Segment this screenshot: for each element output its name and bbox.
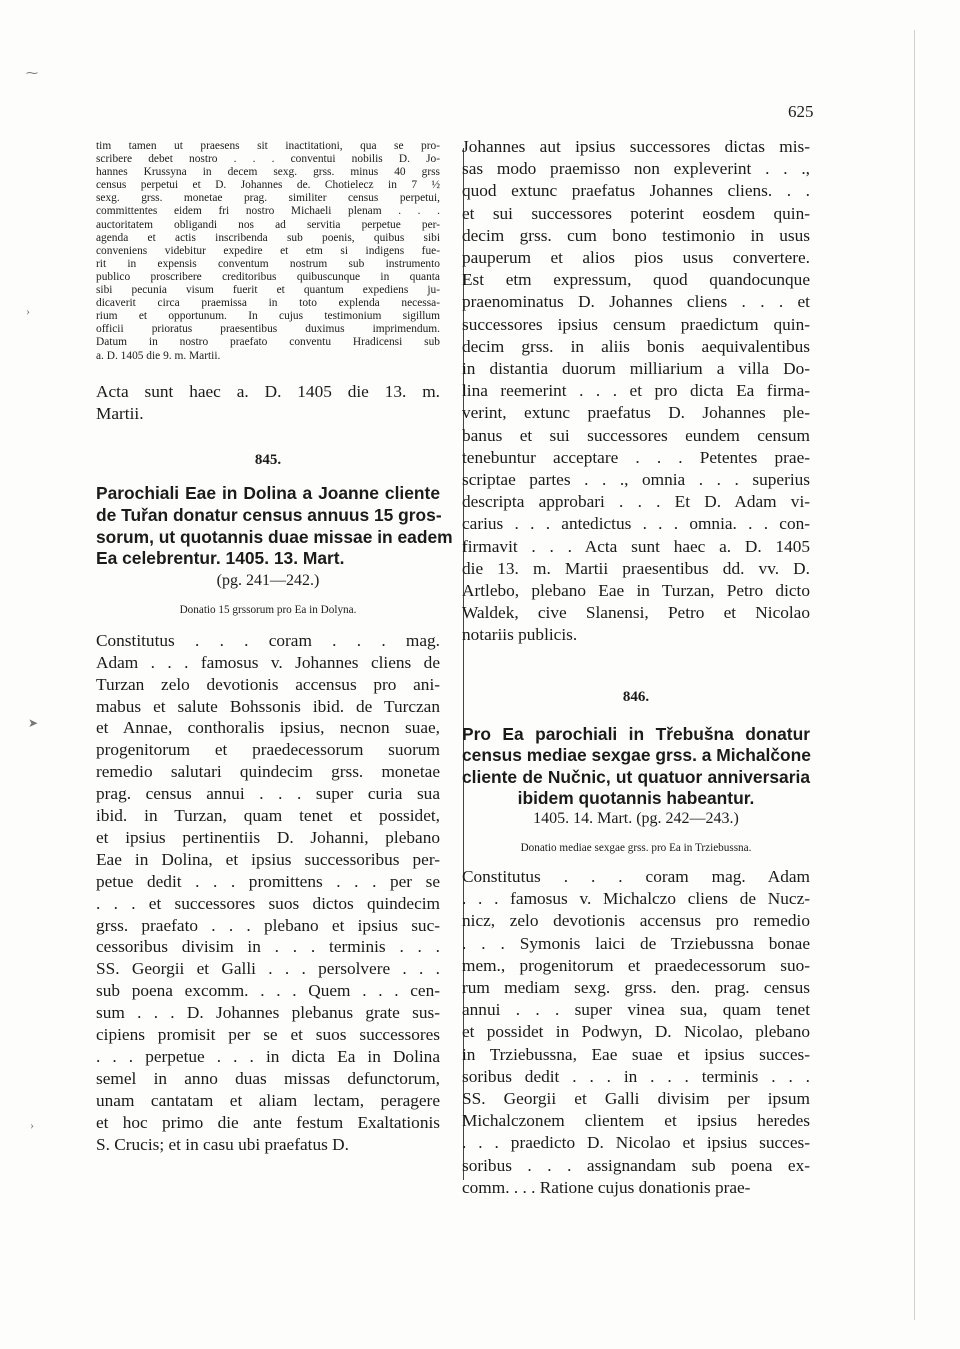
text-line: quod extunc praefatus Johannes cliens. . . — [462, 181, 810, 201]
text-line: conveniens videbitur expedire et etm si indigens fue- — [96, 244, 440, 257]
text-line: . . . praedicto D. Nicolao et ipsius succes- — [462, 1133, 810, 1153]
text-line: sexg. grss. monetae prag. similiter census perpetui, — [96, 192, 440, 205]
text-line: Martii. — [96, 403, 144, 423]
text-line: carius . . . antedictus . . . omnia. . . con- — [462, 514, 810, 534]
text-line: hannes Krussyna in decem sexg. grss. minus 40 grss — [96, 166, 440, 179]
text-line: dicaverit circa praemissa in toto explenda necessa- — [96, 297, 440, 310]
text-line: scribere debet nostro . . . conventui nobilis D. Jo- — [96, 153, 440, 166]
text-line: Constitutus . . . coram mag. Adam — [462, 867, 810, 887]
text-line: Michalczonem clientem et ipsius heredes — [462, 1111, 810, 1131]
text-line: Eae in Dolina, et ipsius successoribus per- — [96, 849, 440, 869]
text-line: et Annae, conthoralis ipsius, necnon suae, — [96, 718, 440, 738]
text-line: decim grss. cum bono testimonio in usus — [462, 225, 810, 245]
text-line: scriptae partes . . ., omnia . . . superius — [462, 470, 810, 490]
text-line: Constitutus . . . coram . . . mag. — [96, 630, 440, 650]
left-column — [96, 140, 453, 1156]
text-line: publico proscribere creditoribus quibuscunque in quanta — [96, 270, 440, 283]
text-line: successores ipsius censum praedictum quin- — [462, 314, 810, 334]
scan-edge-line — [914, 30, 915, 1320]
text-line: Adam . . . famosus v. Johannes cliens de — [96, 652, 440, 672]
text-line: decim grss. in aliis bonis aequivalentibus — [462, 336, 810, 356]
text-line: mem., progenitorum et praedecessorum suo- — [462, 955, 810, 975]
text-line: in Trziebussna, Eae suae et ipsius succes- — [462, 1044, 810, 1064]
text-line: Johannes aut ipsius successores dictas mis- — [462, 137, 810, 156]
text-line: prag. census annui . . . super curia sua — [96, 784, 440, 804]
text-line: unam cantatam et aliam lectam, peragere — [96, 1090, 440, 1110]
pages-reference: (pg. 241—242.) — [216, 571, 320, 589]
previous-document-tail — [96, 140, 440, 363]
text-line: auctoritatem obligandi nos ad servitia perpetue per- — [96, 218, 440, 231]
text-line: . . . perpetue . . . in dicta Ea in Dolina — [96, 1047, 440, 1066]
document-body-continued — [462, 136, 810, 647]
text-line: Acta sunt haec a. D. 1405 die 13. m. — [96, 381, 440, 401]
text-line: banus et sui successores eundem censum — [462, 425, 810, 445]
text-line: SS. Georgii et Galli . . . persolvere . . . — [96, 959, 440, 979]
text-line: rium et opportunum. In cujus testimonium sigillum — [96, 310, 440, 323]
text-line: soribus . . . assignandam sub poena ex- — [462, 1155, 810, 1175]
donatio-note: Donatio mediae sexgae grss. pro Ea in Trziebussna. — [520, 842, 752, 855]
text-line: tim tamen ut praesens sit inactitationi, qua se pro- — [96, 140, 440, 152]
text-line: notariis publicis. — [462, 625, 578, 645]
text-line: cliente de Nučnic, ut quatuor anniversaria — [462, 766, 810, 787]
text-line: praenominatus D. Johannes cliens . . . et — [462, 292, 810, 312]
text-line: Turzan zelo devotionis accensus pro ani- — [96, 674, 440, 694]
text-line: ibidem quotannis habeantur. — [517, 788, 755, 809]
text-line: pauperum et alios pios usus convertere. — [462, 248, 810, 268]
text-line: annui . . . super vinea sua, quam tenet — [462, 1000, 810, 1020]
document-number: 846. — [622, 688, 650, 705]
text-line: Parochiali Eae in Dolina a Joanne cliente — [96, 483, 440, 504]
text-line: . . . famosus v. Michalczo cliens de Nucz- — [462, 889, 810, 909]
text-line: sum . . . D. Johannes plebanus grate sus- — [96, 1003, 440, 1023]
text-line: firmavit . . . Acta sunt haec a. D. 1405 — [462, 536, 810, 556]
text-line: cipiens promisit per se et suos successores — [96, 1025, 440, 1045]
text-line: lina reemerint . . . et pro dicta Ea firma- — [462, 381, 810, 401]
text-line: progenitorum et praedecessorum suorum — [96, 740, 440, 760]
margin-mark: › — [26, 304, 30, 318]
text-line: Artlebo, plebano Eae in Turzan, Petro dicto — [462, 581, 810, 601]
text-line: semel in anno duas missas defunctorum, — [96, 1068, 440, 1088]
margin-mark: ➤ — [28, 716, 39, 730]
text-line: verint, extunc praefatus D. Johannes ple- — [462, 403, 810, 423]
text-line: Waldek, cive Slanensi, Petro et Nicolao — [462, 603, 810, 623]
date-reference: 1405. 14. Mart. (pg. 242—243.) — [533, 810, 739, 828]
document-title — [462, 724, 810, 810]
text-line: . . . Symonis laici de Trziebussna bonae — [462, 933, 810, 953]
text-line: officii prioratus praesentibus duximus imprimendum. — [96, 323, 440, 336]
text-line: sorum, ut quotannis duae missae in eadem — [96, 526, 453, 547]
document-title — [96, 483, 453, 569]
text-line: de Tuřan donatur census annuus 15 gros- — [96, 505, 442, 525]
text-line: agenda et actis inscribenda sub poenis, quibus sibi — [96, 231, 440, 244]
text-line: S. Crucis; et in casu ubi praefatus D. — [96, 1134, 349, 1154]
text-line: rit in expensis conventum nostrum sub instrumento — [96, 257, 440, 270]
text-line: Ea celebrentur. 1405. 13. Mart. — [96, 548, 345, 569]
text-line: sibi pecunia visum fuerit et quantum expediens ju- — [96, 284, 440, 297]
text-line: . . . et successores suos dictos quindecim — [96, 893, 440, 913]
text-line: descripta approbari . . . Et D. Adam vi- — [462, 492, 810, 512]
text-line: petue dedit . . . promittens . . . per se — [96, 871, 440, 891]
document-body — [462, 866, 810, 1199]
acta-note — [96, 381, 440, 425]
text-line: Est etm expressum, quod quandocunque — [462, 270, 810, 290]
text-line: mabus et salute Bohssonis ibid. de Turczan — [96, 696, 440, 716]
text-line: et hoc primo die ante festum Exaltationis — [96, 1112, 440, 1132]
document-number: 845. — [254, 452, 282, 469]
text-line: rum mediam sexg. grss. den. prag. census — [462, 978, 810, 998]
text-line: die 13. m. Martii praesentibus dd. vv. D. — [462, 558, 810, 578]
text-line: et sui successores poterint eosdem quin- — [462, 203, 810, 223]
text-line: Pro Ea parochiali in Třebušna donatur — [462, 723, 810, 744]
text-line: SS. Georgii et Galli divisim per ipsum — [462, 1089, 810, 1109]
text-line: comm. . . . Ratione cujus donationis prae- — [462, 1177, 751, 1197]
margin-mark: ⁓ — [26, 66, 38, 80]
text-line: et possidet in Podwyn, D. Nicolao, plebano — [462, 1022, 810, 1042]
text-line: committentes eidem fri nostro Michaeli plenam . . . — [96, 205, 440, 218]
text-line: et ipsius pertinentiis D. Johanni, plebano — [96, 827, 440, 847]
text-line: remedio salutari quindecim grss. monetae — [96, 762, 440, 782]
text-line: in distantia duorum milliarium a villa Do- — [462, 359, 810, 379]
page-number: 625 — [788, 102, 814, 121]
text-line: Datum in nostro praefato conventu Hradicensi sub — [96, 336, 440, 349]
text-line: a. D. 1405 die 9. m. Martii. — [96, 349, 221, 362]
donatio-note: Donatio 15 grssorum pro Ea in Dolyna. — [179, 603, 357, 616]
document-body — [96, 630, 440, 1156]
margin-mark: › — [30, 1118, 34, 1132]
text-line: grss. praefato . . . plebano et ipsius suc- — [96, 915, 440, 935]
right-column — [462, 136, 810, 1199]
text-line: nicz, zelo devotionis accensus pro remedio — [462, 911, 810, 931]
text-line: soribus dedit . . . in . . . terminis . . . — [462, 1066, 810, 1086]
text-line: census perpetui et D. Johannes de. Chotielecz in 7 ½ — [96, 179, 440, 192]
text-line: sas modo praemisso non expleverint . . ., — [462, 159, 810, 179]
text-line: census mediae sexgae grss. a Michalčone — [462, 745, 811, 766]
text-line: sub poena excomm. . . . Quem . . . cen- — [96, 981, 440, 1001]
text-line: ibid. in Turzan, quam tenet et possidet, — [96, 806, 440, 826]
text-line: cessoribus divisim in . . . terminis . . . — [96, 937, 440, 957]
text-line: tenebuntur acceptare . . . Petentes prae- — [462, 447, 810, 467]
